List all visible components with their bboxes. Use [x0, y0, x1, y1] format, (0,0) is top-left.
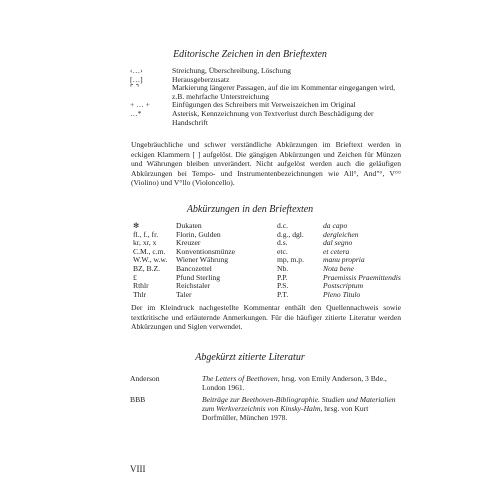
currency-meaning: Reichstaler [176, 281, 211, 291]
currency-abbr: £ [133, 272, 137, 282]
sign-description: Einfügungen des Schreibers mit Verweiszeichen im Original [172, 100, 356, 110]
term-meaning: manu propria [323, 255, 365, 265]
section-heading-literature: Abgekürzt zitierte Literatur [195, 352, 305, 363]
currency-abbr: C.M., c.m. [133, 246, 166, 256]
sign-description: Streichung, Überschreibung, Löschung [172, 66, 291, 75]
currency-meaning: Kreuzer [176, 238, 201, 248]
sign-description: Asterisk, Kennzeichnung von Textverlust durch Beschädigung der Handschrift [172, 108, 374, 127]
sign-symbol: ⌜ ⌝ [130, 83, 140, 93]
term-meaning: Postscriptum [323, 281, 364, 291]
section-heading-editorial-signs: Editorische Zeichen in den Brieftexten [173, 49, 327, 60]
literature-details: , hrsg. von Emily Anderson, 3 Bde., London 1961. [202, 374, 387, 392]
currency-meaning: Florin, Gulden [176, 229, 221, 239]
term-meaning: dergleichen [323, 229, 359, 239]
term-abbr: etc. [277, 246, 288, 256]
abbreviation-row [133, 222, 403, 231]
term-meaning: dal segno [323, 238, 353, 248]
literature-title: Beiträge zur Beethoven-Bibliographie. Studien und Materialien zum Werkverzeichnis von Kinsky-Halm [202, 395, 396, 413]
literature-siglum: BBB [130, 395, 146, 404]
sign-symbol: ‹…› [130, 66, 143, 75]
abbreviation-row [133, 282, 403, 291]
term-abbr: P.P. [277, 272, 288, 282]
currency-meaning: Dukaten [176, 221, 202, 230]
term-meaning: da capo [323, 221, 348, 230]
literature-reference [202, 374, 402, 392]
literature-list [130, 374, 402, 425]
section-heading-abbreviations: Abkürzungen in den Brieftexten [186, 204, 314, 215]
abbreviation-row [133, 239, 403, 248]
abbreviations-table [133, 222, 403, 299]
literature-entry [130, 395, 402, 422]
abbreviation-row [133, 231, 403, 240]
term-abbr: Nb. [277, 263, 289, 273]
currency-abbr: Rthlr [133, 281, 149, 291]
term-abbr: d.s. [277, 238, 288, 248]
literature-details: , hrsg. von Kurt Dorfmüller, München 1978. [202, 404, 369, 422]
currency-abbr: Thlr [133, 289, 147, 299]
term-meaning: Praemissis Praemittendis [323, 272, 401, 282]
abbreviation-row [133, 256, 403, 265]
term-meaning: Nota bene [323, 263, 355, 273]
currency-abbr: kr, xr, x [133, 238, 157, 248]
sign-description: Herausgeberzusatz [172, 74, 230, 84]
currency-abbr: ✻ [133, 221, 140, 230]
currency-abbr: fl., f., fr. [133, 229, 159, 239]
literature-siglum: Anderson [130, 374, 160, 383]
abbreviation-paragraph: Ungebräuchliche und schwer verständliche Abkürzungen im Brieftext werden in eckigen Klammern [ ] aufgelöst. Die gängigen Abkürzungen und Zeichen für Münzen und Währungen bleiben unverändert. Nicht aufgelöst werden auch die geläufigen Abkürzungen bei Tempo- und Instrumentenbezeichnungen wie All°, And"°, V°° (Violino) und V°llo (Violoncello). [131, 140, 401, 188]
commentary-paragraph: Der im Kleindruck nachgestellte Kommentar enthält den Quellennachweis sowie textkritische und erläuternde Anmerkungen. Für die häufiger zitierte Literatur werden Abkürzungen und Siglen verwendet. [131, 303, 401, 332]
currency-abbr: W.W., w.w. [133, 255, 168, 265]
currency-meaning: Bancozettel [176, 263, 212, 273]
literature-entry [130, 374, 402, 392]
term-abbr: mp, m.p. [277, 255, 305, 265]
currency-meaning: Pfund Sterling [176, 272, 221, 282]
currency-meaning: Konventionsmünze [176, 246, 236, 256]
editorial-signs-table [130, 67, 400, 127]
currency-abbr: BZ, B.Z. [133, 263, 161, 273]
sign-symbol: …* [130, 108, 142, 118]
term-abbr: d.c. [277, 221, 288, 230]
sign-description: Markierung längerer Passagen, auf die im Kommentar eingegangen wird, z.B. mehrfache Unterstreichung [172, 83, 396, 101]
term-abbr: P.T. [277, 289, 289, 299]
currency-meaning: Wiener Währung [176, 255, 229, 265]
sign-row [130, 67, 400, 76]
term-meaning: Pleno Titulo [323, 289, 361, 299]
sign-symbol: […] [130, 74, 143, 84]
sign-symbol: + … + [130, 100, 150, 110]
term-meaning: et cetera [323, 246, 350, 256]
literature-reference [202, 395, 402, 422]
term-abbr: d.g., dgl. [277, 229, 304, 239]
abbreviation-row [133, 291, 403, 300]
page-number: VIII [130, 464, 146, 474]
sign-row [130, 110, 400, 127]
sign-row [130, 84, 400, 101]
literature-title: The Letters of Beethoven [202, 374, 278, 383]
term-abbr: P.S. [277, 281, 289, 291]
currency-meaning: Taler [176, 289, 192, 299]
